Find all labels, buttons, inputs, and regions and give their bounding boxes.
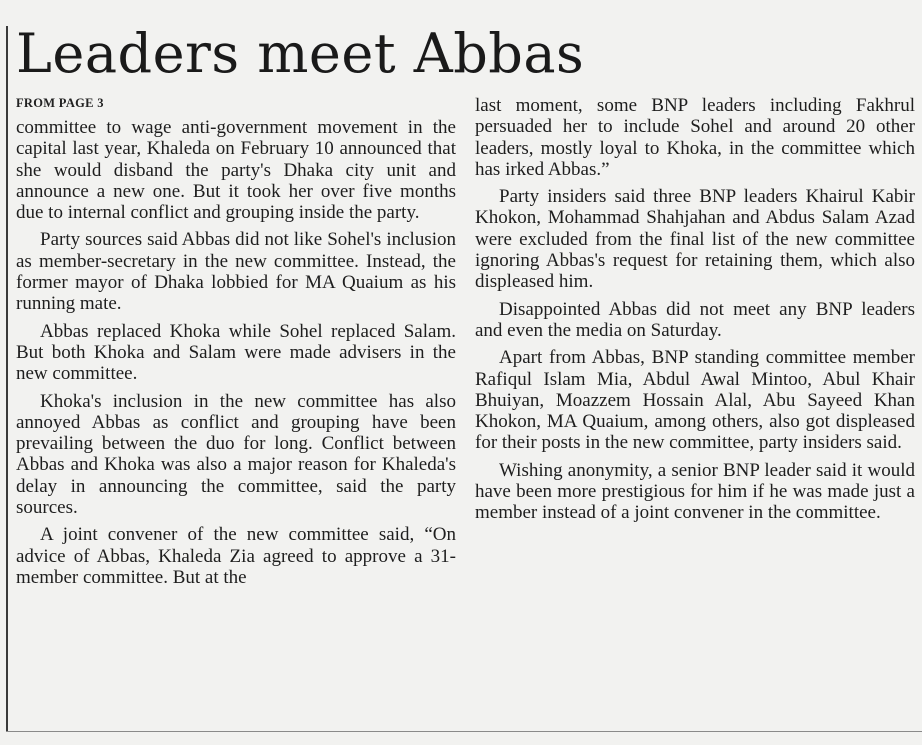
paragraph: Party sources said Abbas did not like Sohel's inclusion as member-secretary in the new committee. Instead, the former mayor of Dhaka lobbied for MA Quaium as his running mate. <box>16 229 456 315</box>
article-column-left <box>16 117 456 588</box>
paragraph: Wishing anonymity, a senior BNP leader said it would have been more prestigious for him if he was made just a member instead of a joint convener in the committee. <box>475 459 915 524</box>
paragraph: Khoka's inclusion in the new committee has also annoyed Abbas as conflict and grouping have been prevailing between the duo for long. Conflict between Abbas and Khoka was also a major reason for Khaleda's delay in announcing the committee, said the party sources. <box>16 390 456 519</box>
paragraph: Party insiders said three BNP leaders Khairul Kabir Khokon, Mohammad Shahjahan and Abdus Salam Azad were excluded from the final list of the new committee ignoring Abbas's request for retaining them, which also displeased him. <box>475 186 915 293</box>
paragraph: Abbas replaced Khoka while Sohel replaced Salam. But both Khoka and Salam were made advisers in the new committee. <box>16 320 456 385</box>
paragraph: Disappointed Abbas did not meet any BNP leaders and even the media on Saturday. <box>475 298 915 341</box>
article-column-right <box>475 95 915 524</box>
paragraph-continued: committee to wage anti-government movement in the capital last year, Khaleda on February 10 announced that she would disband the party's Dhaka city unit and announce a new one. But it took her over five months due to internal conflict and grouping inside the party. <box>16 117 456 224</box>
paragraph: Apart from Abbas, BNP standing committee member Rafiqul Islam Mia, Abdul Awal Mintoo, Abul Khair Bhuiyan, Moazzem Hossain Alal, Abu Sayeed Khan Khokon, MA Quaium, among others, also got displeased for their posts in the new committee, party insiders said. <box>475 347 915 454</box>
headline: Leaders meet Abbas <box>16 22 585 85</box>
continued-from-label: FROM PAGE 3 <box>16 96 104 110</box>
paragraph: A joint convener of the new committee said, “On advice of Abbas, Khaleda Zia agreed to approve a 31-member committee. But at the <box>16 524 456 588</box>
bottom-rule <box>6 731 922 732</box>
paragraph-continued: last moment, some BNP leaders including Fakhrul persuaded her to include Sohel and around 20 other leaders, mostly loyal to Khoka, in the committee which has irked Abbas.” <box>475 95 915 180</box>
column-rule-left <box>6 26 8 732</box>
